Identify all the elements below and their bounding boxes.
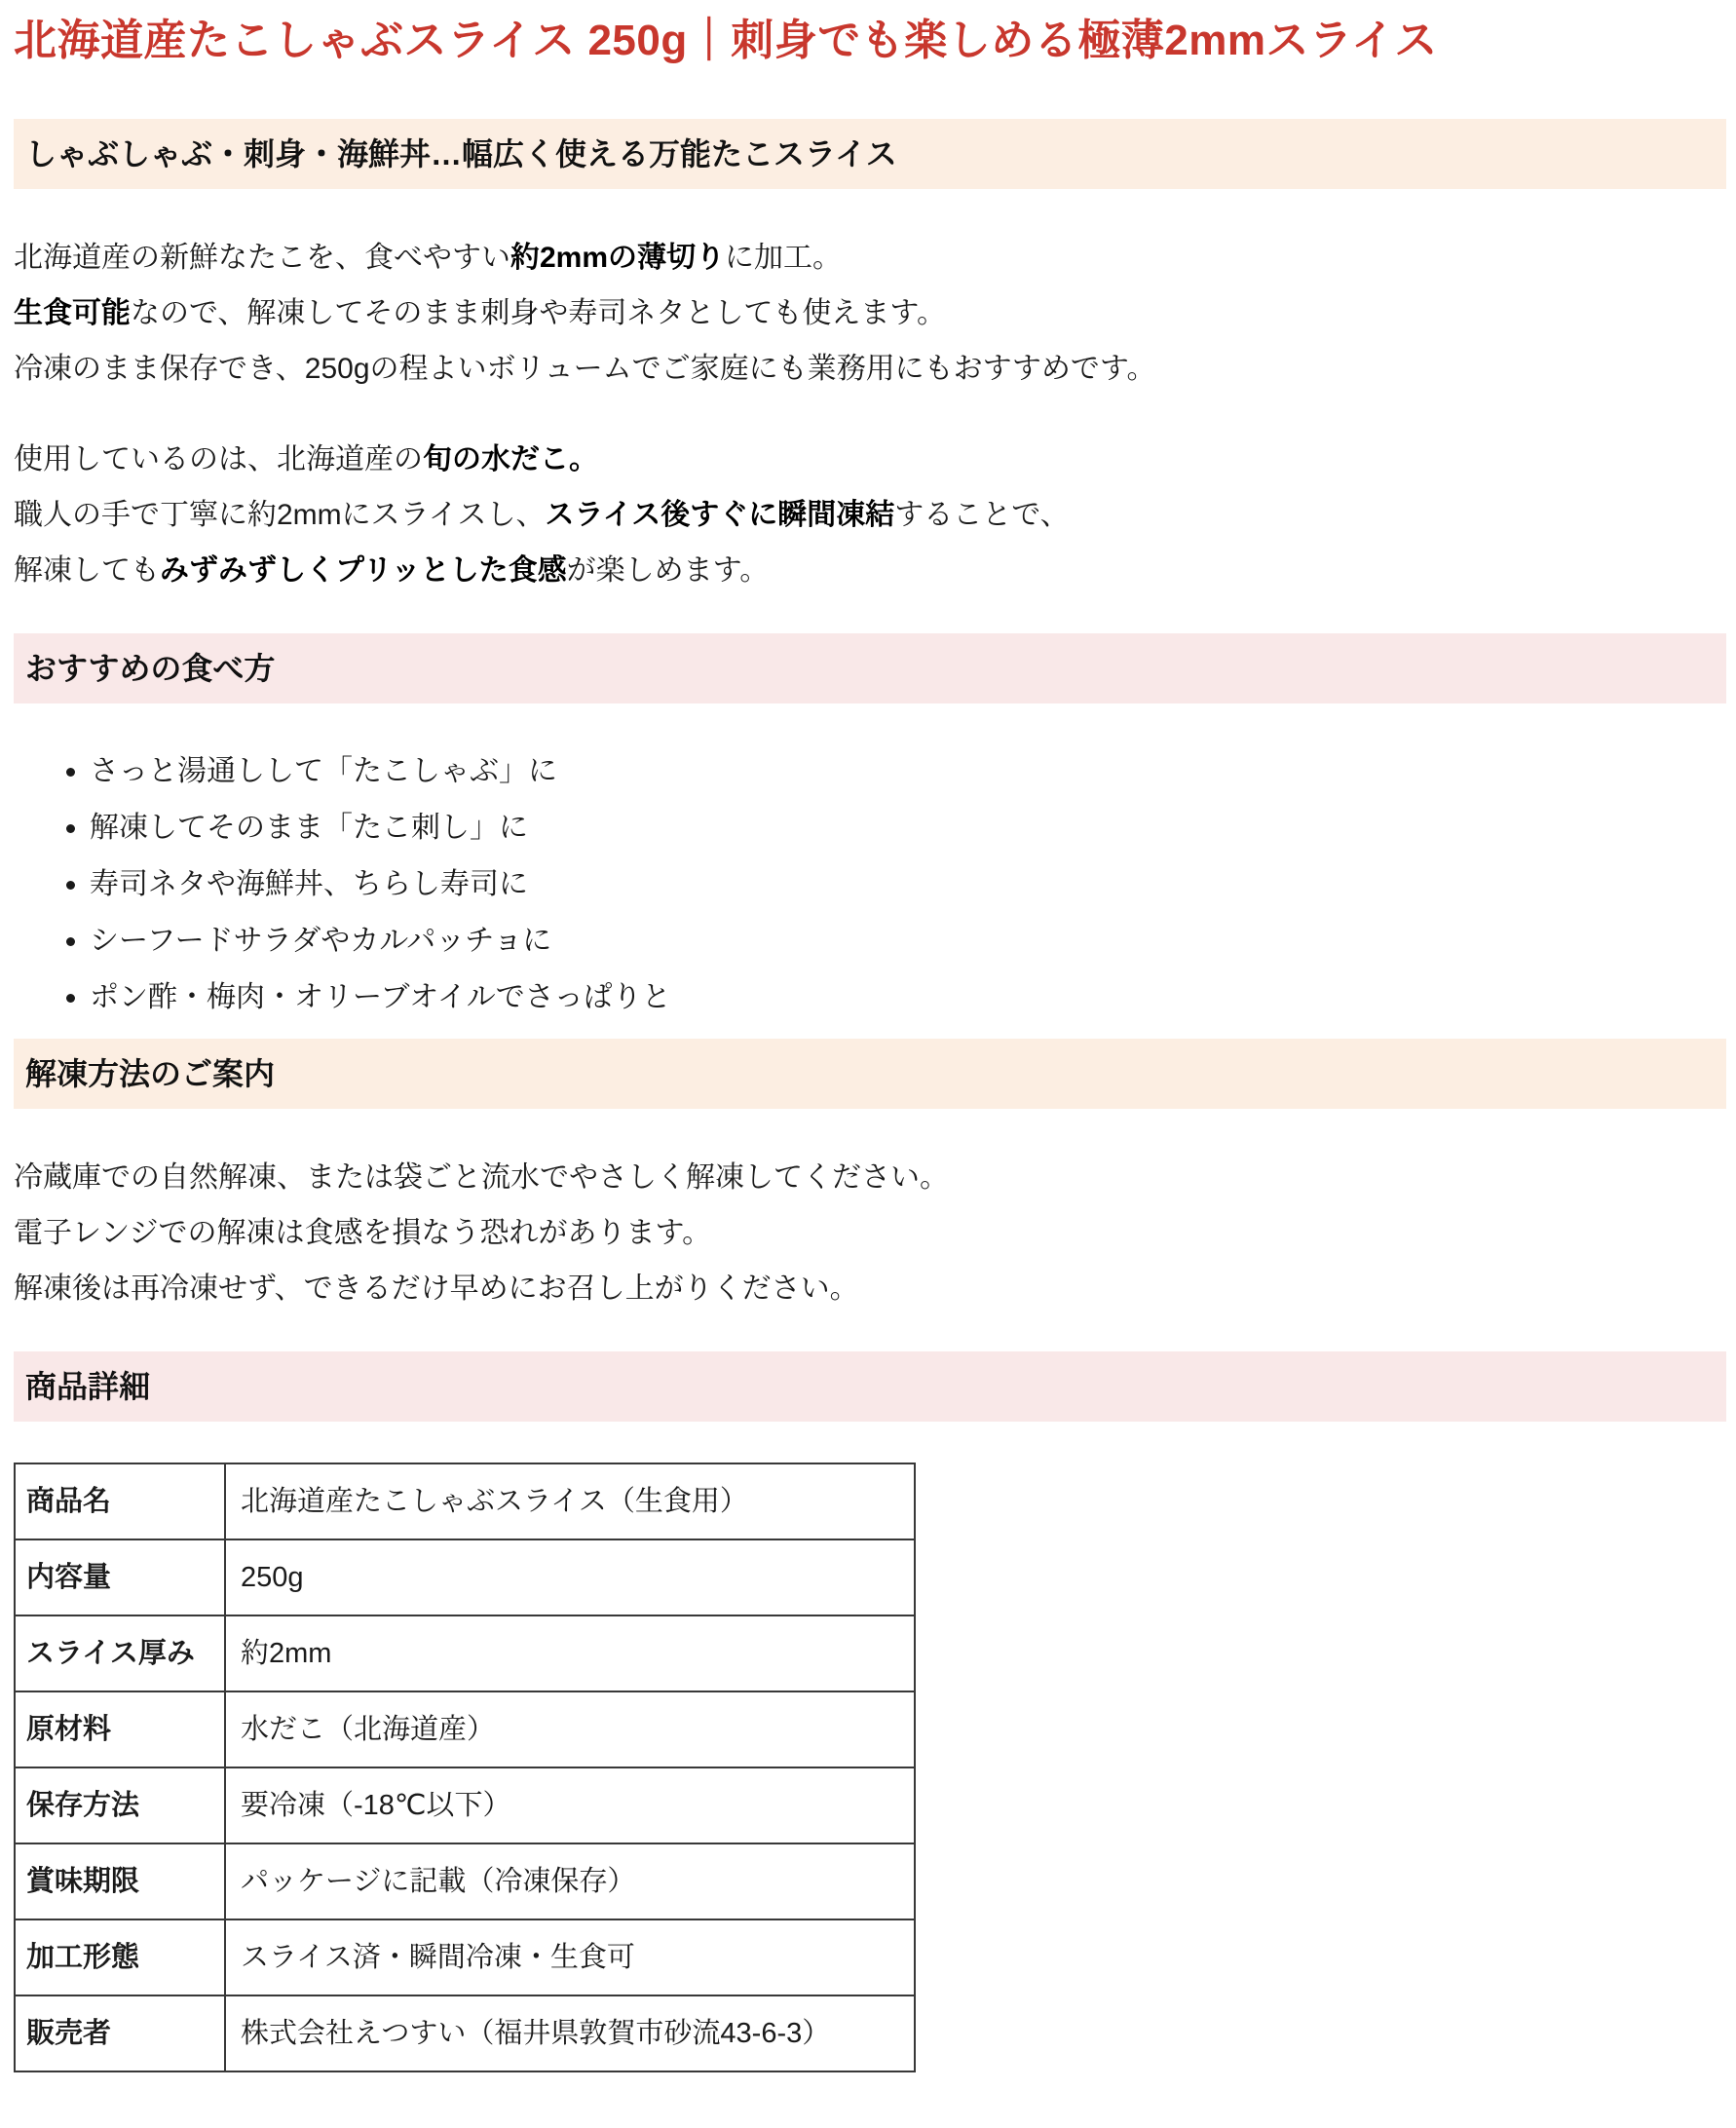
row-label: 賞味期限 [15, 1843, 225, 1919]
section-header-thaw-label: 解凍方法のご案内 [25, 1056, 276, 1091]
craft-line2-bold: スライス後すぐに瞬間凍結 [545, 499, 895, 531]
thaw-line2-text: 電子レンジでの解凍は食感を損なう恐れがあります。 [14, 1217, 712, 1249]
list-item: • シーフードサラダやカルパッチョに [90, 924, 1726, 959]
intro-line1-bold: 約2mmの薄切り [510, 242, 726, 274]
intro-line2-bold: 生食可能 [14, 297, 131, 329]
row-label: 原材料 [15, 1691, 225, 1767]
thaw-line3-text: 解凍後は再冷凍せず、できるだけ早めにお召し上がりください。 [14, 1273, 859, 1305]
list-item: • ポン酢・梅肉・オリーブオイルでさっぱりと [90, 980, 1726, 1015]
intro-line1-post: に加工。 [725, 242, 843, 274]
row-value: 水だこ（北海道産） [225, 1691, 915, 1767]
table-row [15, 1539, 915, 1615]
table-row [15, 1615, 915, 1691]
row-label: 内容量 [15, 1539, 225, 1615]
craft-line2-pre: 職人の手で丁寧に約2mmにスライスし、 [14, 499, 546, 531]
table-row [15, 1843, 915, 1919]
row-value: パッケージに記載（冷凍保存） [225, 1843, 915, 1919]
table-row [15, 1691, 915, 1767]
usage-list [14, 754, 1726, 1015]
row-label: スライス厚み [15, 1615, 225, 1691]
craft-line1-bold: 旬の水だこ。 [423, 443, 598, 475]
thaw-line1-text: 冷蔵庫での自然解凍、または袋ごと流水でやさしく解凍してください。 [14, 1161, 949, 1194]
intro-line2-post: なので、解凍してそのまま刺身や寿司ネタとしても使えます。 [131, 297, 946, 329]
craft-line1-pre: 使用しているのは、北海道産の [14, 443, 423, 475]
craft-line3-bold: みずみずしくプリッとした食感 [160, 554, 567, 587]
table-row [15, 1995, 915, 2071]
craft-line2-post: することで、 [894, 499, 1070, 531]
product-details-table [14, 1463, 916, 2072]
section-header-usage-label: おすすめの食べ方 [25, 651, 276, 686]
row-label: 加工形態 [15, 1919, 225, 1995]
table-row [15, 1767, 915, 1843]
row-value: 北海道産たこしゃぶスライス（生食用） [225, 1463, 915, 1539]
section-header-lead-label: しゃぶしゃぶ・刺身・海鮮丼…幅広く使える万能たこスライス [25, 136, 897, 171]
craft-line3-pre: 解凍しても [14, 554, 160, 587]
row-value: 250g [225, 1539, 915, 1615]
row-value: 株式会社えつすい（福井県敦賀市砂流43-6-3） [225, 1995, 915, 2071]
craft-paragraph [14, 432, 1726, 598]
list-item: • 解凍してそのまま「たこ刺し」に [90, 811, 1726, 846]
row-value: 要冷凍（-18℃以下） [225, 1767, 915, 1843]
row-label: 商品名 [15, 1463, 225, 1539]
section-header-thaw [14, 1039, 1726, 1109]
intro-line3-text: 冷凍のまま保存でき、250gの程よいボリュームでご家庭にも業務用にもおすすめです。 [14, 353, 1156, 385]
thaw-paragraph [14, 1150, 1726, 1316]
row-label: 保存方法 [15, 1767, 225, 1843]
table-row [15, 1463, 915, 1539]
table-row [15, 1919, 915, 1995]
page-title: 北海道産たこしゃぶスライス 250g｜刺身でも楽しめる極薄2mmスライス [14, 17, 1438, 64]
row-value: スライス済・瞬間冷凍・生食可 [225, 1919, 915, 1995]
intro-line1-pre: 北海道産の新鮮なたこを、食べやすい [14, 242, 510, 274]
section-header-lead [14, 119, 1726, 189]
intro-paragraph [14, 230, 1726, 397]
section-header-details [14, 1351, 1726, 1422]
list-item: • さっと湯通しして「たこしゃぶ」に [90, 754, 1726, 789]
row-label: 販売者 [15, 1995, 225, 2071]
row-value: 約2mm [225, 1615, 915, 1691]
craft-line3-post: が楽しめます。 [566, 554, 770, 587]
section-header-details-label: 商品詳細 [25, 1369, 151, 1404]
list-item: • 寿司ネタや海鮮丼、ちらし寿司に [90, 867, 1726, 902]
section-header-usage [14, 633, 1726, 703]
